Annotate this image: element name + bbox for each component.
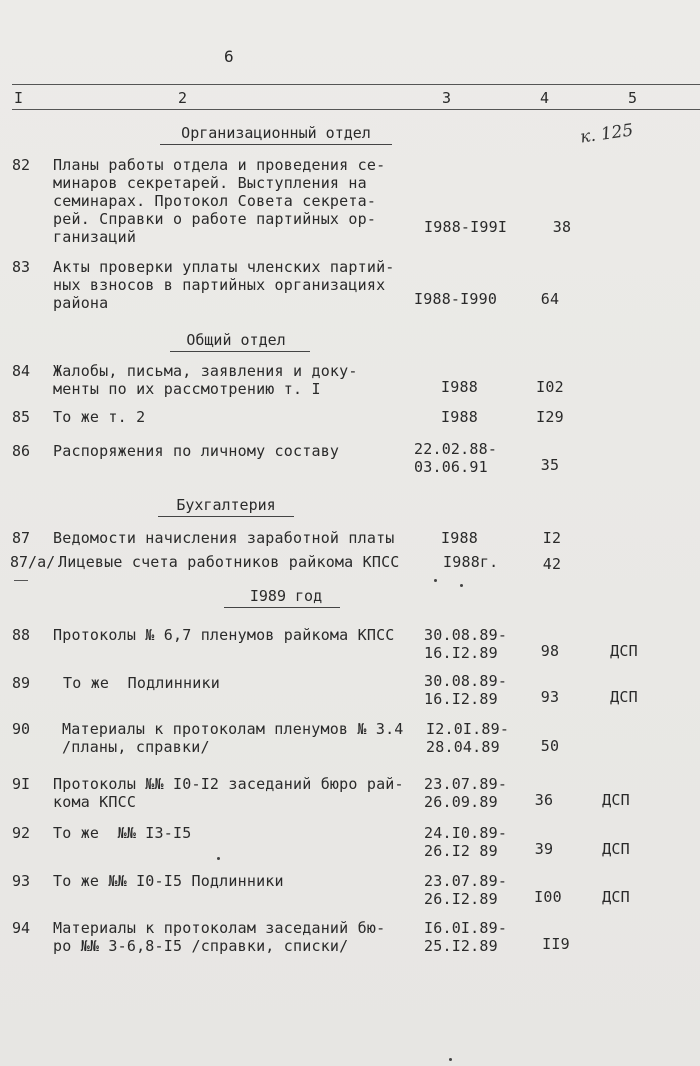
- row-83-line-3: района: [53, 294, 109, 312]
- row-85-number: 85: [12, 408, 31, 426]
- row-85-description: [53, 408, 145, 426]
- row-89-count: 93: [540, 688, 560, 706]
- row-90-line-1: Материалы к протоколам пленумов № 3.4: [62, 720, 404, 738]
- row-92-date: 24.I0.89- 26.I2 89: [424, 824, 508, 860]
- row-83-number: 83: [12, 258, 31, 276]
- row-85-date: I988: [441, 408, 478, 426]
- row-82-line-3: семинарах. Протокол Совета секрета-: [53, 192, 377, 210]
- row-82-line-2: минаров секретарей. Выступления на: [53, 174, 367, 192]
- ink-speck: [217, 857, 220, 860]
- row-91-line-2: кома КПСС: [53, 793, 137, 811]
- row-92-description: [53, 824, 191, 842]
- col-header-1: I: [14, 89, 24, 107]
- row-88-description: [53, 626, 395, 644]
- row-82-count: 38: [552, 218, 572, 236]
- section-heading-accounting-text: Бухгалтерия: [176, 496, 276, 514]
- page-number: 6: [224, 47, 234, 66]
- row-82-line-1: Планы работы отдела и проведения се-: [53, 156, 386, 174]
- row-86-number: 86: [12, 442, 31, 460]
- row-82-number: 82: [12, 156, 31, 174]
- row-84-line-2: менты по их рассмотрению т. I: [53, 380, 321, 398]
- row-93-number: 93: [12, 872, 31, 890]
- row-87-line-1: Ведомости начисления заработной платы: [53, 529, 395, 547]
- row-83-line-1: Акты проверки уплаты членских партий-: [53, 258, 395, 276]
- row-82-line-5: ганизаций: [53, 228, 137, 246]
- row-87-number: 87: [12, 529, 31, 547]
- row-91-number: 9I: [12, 775, 31, 793]
- margin-mark: [14, 580, 28, 581]
- row-92-number: 92: [12, 824, 31, 842]
- row-87-count: I2: [542, 529, 562, 547]
- section-heading-org: [160, 124, 392, 142]
- row-87-date: I988: [441, 529, 478, 547]
- row-90-line-2: /планы, справки/: [62, 738, 210, 756]
- row-88-count: 98: [540, 642, 560, 660]
- row-84-date: I988: [441, 378, 478, 396]
- row-91-count: 36: [534, 791, 554, 809]
- row-88-line-1: Протоколы № 6,7 пленумов райкома КПСС: [53, 626, 395, 644]
- row-91-note: ДСП: [602, 791, 630, 809]
- row-86-line-1: Распоряжения по личному составу: [53, 442, 340, 460]
- row-84-count: I02: [536, 378, 564, 396]
- section-heading-accounting: [166, 496, 286, 514]
- header-bottom-rule: [12, 109, 700, 110]
- section-underline: [160, 144, 392, 145]
- row-89-number: 89: [12, 674, 31, 692]
- handwritten-note: к. 125: [578, 120, 635, 148]
- row-94-line-2: ро №№ 3-6,8-I5 /справки, списки/: [53, 937, 349, 955]
- section-heading-general-text: Общий отдел: [186, 331, 286, 349]
- row-91-date: 23.07.89- 26.09.89: [424, 775, 508, 811]
- row-84-number: 84: [12, 362, 31, 380]
- header-top-rule: [12, 84, 700, 85]
- row-90-count: 50: [540, 737, 560, 755]
- row-84-description: [53, 362, 358, 398]
- row-94-date: I6.0I.89- 25.I2.89: [424, 919, 508, 955]
- row-92-line-1: То же №№ I3-I5: [53, 824, 192, 842]
- row-88-note: ДСП: [610, 642, 638, 660]
- row-87a-number: 87/а/: [10, 553, 56, 571]
- row-93-description: [53, 872, 284, 890]
- ink-speck: [460, 584, 463, 587]
- row-87a-line-1: Лицевые счета работников райкома КПСС: [58, 553, 400, 571]
- row-88-date: 30.08.89- 16.I2.89: [424, 626, 508, 662]
- row-91-line-1: Протоколы №№ I0-I2 заседаний бюро рай-: [53, 775, 404, 793]
- section-underline: [224, 607, 340, 608]
- row-85-count: I29: [536, 408, 564, 426]
- row-85-line-1: То же т. 2: [53, 408, 146, 426]
- col-header-4: 4: [540, 89, 550, 107]
- row-89-date: 30.08.89- 16.I2.89: [424, 672, 508, 708]
- row-94-description: [53, 919, 385, 955]
- section-heading-year: [236, 587, 336, 605]
- row-83-description: [53, 258, 395, 312]
- col-header-2: 2: [178, 89, 188, 107]
- row-92-count: 39: [534, 840, 554, 858]
- row-86-count: 35: [540, 456, 560, 474]
- row-83-count: 64: [540, 290, 560, 308]
- row-94-count: II9: [542, 935, 570, 953]
- row-89-note: ДСП: [610, 688, 638, 706]
- section-heading-year-text: I989 год: [249, 587, 323, 605]
- row-87a-description: [58, 553, 400, 571]
- row-89-description: [63, 674, 220, 692]
- row-87-description: [53, 529, 395, 547]
- col-header-3: 3: [442, 89, 452, 107]
- row-92-note: ДСП: [602, 840, 630, 858]
- row-86-date: 22.02.88- 03.06.91: [414, 440, 498, 476]
- row-82-line-4: рей. Справки о работе партийных ор-: [53, 210, 377, 228]
- row-91-description: [53, 775, 404, 811]
- col-header-5: 5: [628, 89, 638, 107]
- ink-speck: [449, 1058, 452, 1061]
- row-94-line-1: Материалы к протоколам заседаний бю-: [53, 919, 386, 937]
- row-94-number: 94: [12, 919, 31, 937]
- row-83-line-2: ных взносов в партийных организациях: [53, 276, 386, 294]
- section-underline: [170, 351, 310, 352]
- row-83-date: I988-I990: [414, 290, 498, 308]
- row-86-description: [53, 442, 339, 460]
- row-90-date: I2.0I.89- 28.04.89: [426, 720, 510, 756]
- ink-speck: [434, 579, 437, 582]
- row-88-number: 88: [12, 626, 31, 644]
- section-underline: [158, 516, 294, 517]
- row-93-count: I00: [534, 888, 562, 906]
- row-93-date: 23.07.89- 26.I2.89: [424, 872, 508, 908]
- row-87a-date: I988г.: [443, 553, 499, 571]
- row-90-number: 90: [12, 720, 31, 738]
- section-heading-org-text: Организационный отдел: [181, 124, 371, 142]
- row-84-line-1: Жалобы, письма, заявления и доку-: [53, 362, 358, 380]
- row-82-description: [53, 156, 385, 246]
- row-90-description: [62, 720, 404, 756]
- row-87a-count: 42: [542, 555, 562, 573]
- row-93-note: ДСП: [602, 888, 630, 906]
- section-heading-general: [176, 331, 296, 349]
- row-82-date: I988-I99I: [424, 218, 508, 236]
- row-89-line-1: То же Подлинники: [63, 674, 220, 692]
- row-93-line-1: То же №№ I0-I5 Подлинники: [53, 872, 284, 890]
